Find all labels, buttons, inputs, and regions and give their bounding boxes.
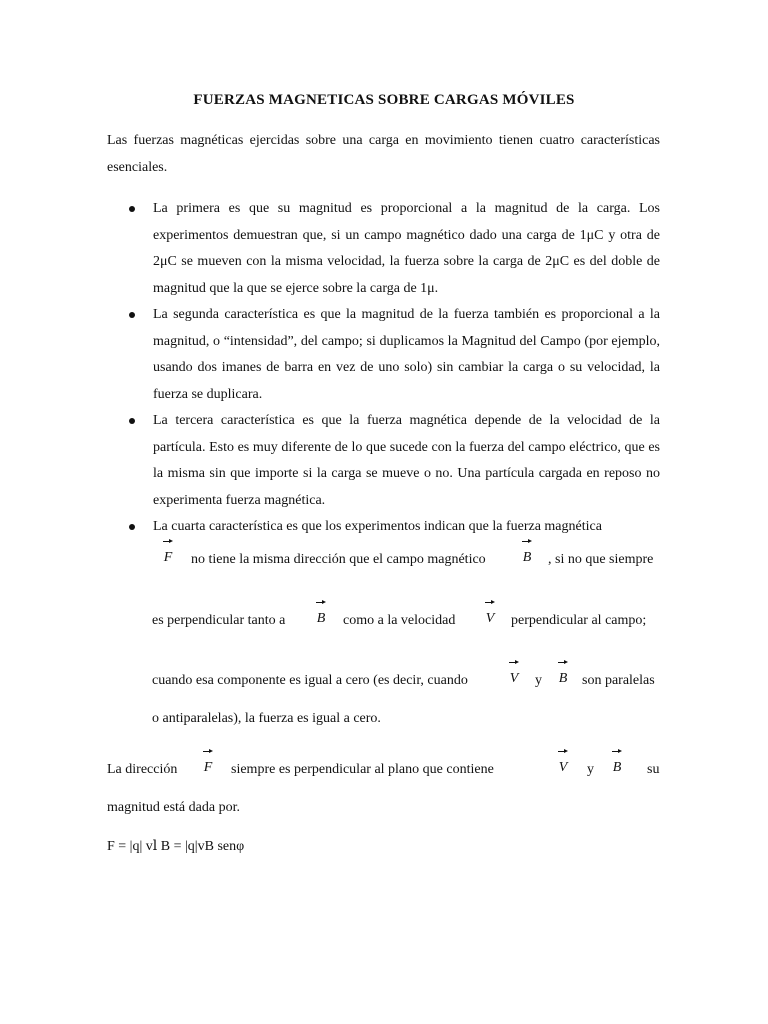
- vector-v-symbol: V: [556, 760, 570, 776]
- direction-a: La dirección: [107, 762, 178, 777]
- fourth-line2-b: como a la velocidad: [343, 613, 456, 628]
- vector-v-symbol: V: [483, 611, 497, 627]
- vector-arrow-icon: [612, 748, 622, 756]
- direction-line2: magnitud está dada por.: [107, 800, 240, 815]
- vector-arrow-icon: [485, 599, 495, 607]
- bullet-text-1: La primera es que su magnitud es proporcional a la magnitud de la carga. Los experimentos demuestran que, si un campo magnético dado una carga de 1μC y otra de 2μC se mueven con la misma velocidad, la fuerza sobre la carga de 2μC es del doble de magnitud que la que se ejerce sobre la carga de 1μ.: [153, 201, 660, 296]
- direction-b: siempre es perpendicular al plano que contiene: [231, 762, 494, 777]
- document-title: FUERZAS MAGNETICAS SOBRE CARGAS MÓVILES: [193, 92, 575, 108]
- fourth-line2-c: perpendicular al campo;: [511, 613, 647, 628]
- vector-arrow-icon: [316, 599, 326, 607]
- fourth-line1-b: , si no que siempre: [548, 552, 654, 567]
- vector-arrow-icon: [522, 538, 532, 546]
- characteristics-list: [107, 196, 660, 541]
- vector-b-symbol: B: [520, 550, 534, 566]
- bullet-text-4: La cuarta característica es que los experimentos indican que la fuerza magnética: [153, 519, 602, 534]
- vector-f-symbol: F: [201, 760, 215, 776]
- fourth-line4: o antiparalelas), la fuerza es igual a cero.: [152, 711, 381, 726]
- vector-arrow-icon: [163, 538, 173, 546]
- bullet-icon: [129, 524, 135, 530]
- direction-c: y: [587, 762, 594, 777]
- list-item: [107, 408, 660, 514]
- fourth-line3-c: son paralelas: [582, 673, 655, 688]
- direction-d: su: [647, 762, 660, 777]
- fourth-line1-a: no tiene la misma dirección que el campo magnético: [191, 552, 486, 567]
- bullet-text-3: La tercera característica es que la fuerza magnética depende de la velocidad de la partícula. Esto es muy diferente de lo que sucede con la fuerza del campo eléctrico, que es la misma sin que importe si la carga se mueve o no. Una partícula cargada en reposo no experimenta fuerza magnética.: [153, 413, 660, 508]
- fourth-line3-b: y: [535, 673, 542, 688]
- vector-arrow-icon: [558, 659, 568, 667]
- vector-b-symbol: B: [314, 611, 328, 627]
- list-item: [107, 302, 660, 408]
- vector-arrow-icon: [203, 748, 213, 756]
- fourth-line3-a: cuando esa componente es igual a cero (es decir, cuando: [152, 673, 468, 688]
- fourth-line2-a: es perpendicular tanto a: [152, 613, 286, 628]
- vector-b-symbol: B: [610, 760, 624, 776]
- vector-f-symbol: F: [161, 550, 175, 566]
- list-item: [107, 514, 660, 541]
- intro-paragraph: Las fuerzas magnéticas ejercidas sobre una carga en movimiento tienen cuatro características esenciales.: [107, 133, 660, 175]
- list-item: [107, 196, 660, 302]
- magnitude-formula: F = |q| vⅼ B = |q|vB senφ: [107, 839, 245, 854]
- vector-b-symbol: B: [556, 671, 570, 687]
- vector-v-symbol: V: [507, 671, 521, 687]
- bullet-icon: [129, 206, 135, 212]
- vector-arrow-icon: [558, 748, 568, 756]
- bullet-text-2: La segunda característica es que la magnitud de la fuerza también es proporcional a la magnitud, o “intensidad”, del campo; si duplicamos la Magnitud del Campo (por ejemplo, usando dos imanes de barra en vez de uno solo) sin cambiar la carga o su velocidad, la fuerza se duplicara.: [153, 307, 660, 402]
- vector-arrow-icon: [509, 659, 519, 667]
- bullet-icon: [129, 312, 135, 318]
- bullet-icon: [129, 418, 135, 424]
